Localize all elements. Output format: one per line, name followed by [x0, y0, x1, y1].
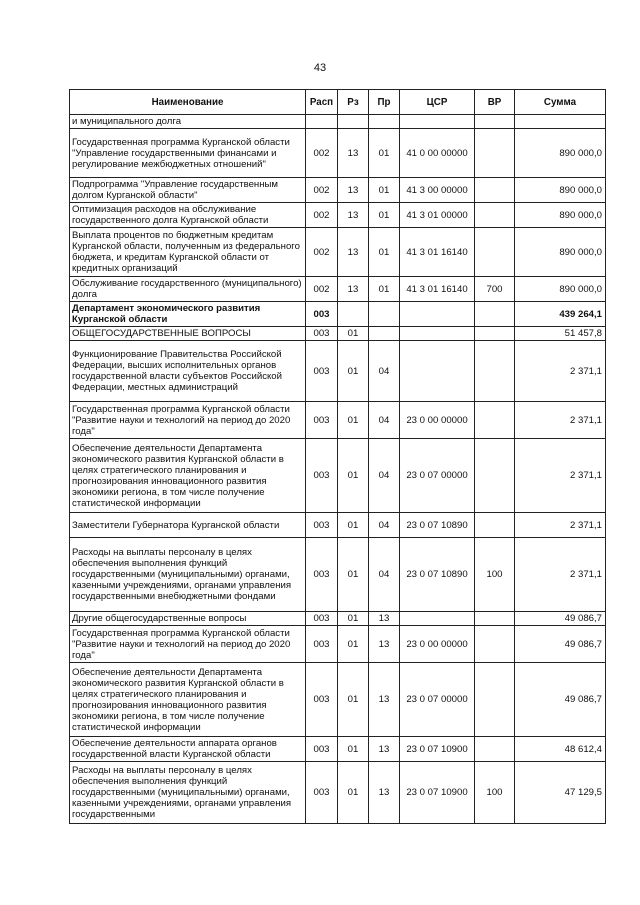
cell-csr [400, 612, 475, 626]
cell-vr: 100 [475, 538, 515, 612]
table-row [70, 513, 606, 538]
cell-pr: 13 [369, 762, 400, 824]
cell-sum: 49 086,7 [515, 626, 606, 663]
cell-sum: 2 371,1 [515, 513, 606, 538]
cell-pr: 13 [369, 737, 400, 762]
cell-rasp: 003 [306, 612, 338, 626]
cell-sum: 890 000,0 [515, 228, 606, 277]
table-row [70, 327, 606, 341]
cell-csr [400, 302, 475, 327]
cell-vr: 100 [475, 762, 515, 824]
cell-pr: 13 [369, 663, 400, 737]
cell-sum: 439 264,1 [515, 302, 606, 327]
cell-rz: 01 [338, 341, 369, 402]
cell-pr: 01 [369, 178, 400, 203]
cell-sum: 48 612,4 [515, 737, 606, 762]
cell-rasp: 002 [306, 178, 338, 203]
cell-pr: 04 [369, 341, 400, 402]
cell-rasp: 003 [306, 538, 338, 612]
table-header [70, 90, 606, 115]
cell-csr: 41 3 00 00000 [400, 178, 475, 203]
cell-vr [475, 228, 515, 277]
cell-csr [400, 327, 475, 341]
cell-name: Департамент экономического развития Курганской области [70, 302, 306, 327]
cell-pr: 13 [369, 612, 400, 626]
cell-csr: 23 0 00 00000 [400, 402, 475, 439]
table-row [70, 439, 606, 513]
table-body [70, 115, 606, 824]
cell-sum [515, 115, 606, 129]
cell-name: Государственная программа Курганской области "Развитие науки и технологий на период до 2020 года" [70, 626, 306, 663]
table-row [70, 538, 606, 612]
cell-pr [369, 327, 400, 341]
cell-rz: 13 [338, 228, 369, 277]
cell-csr [400, 341, 475, 402]
table-row [70, 663, 606, 737]
cell-pr: 01 [369, 277, 400, 302]
cell-csr: 41 3 01 00000 [400, 203, 475, 228]
table-row [70, 178, 606, 203]
header-name: Наименование [70, 90, 306, 115]
table-row [70, 203, 606, 228]
cell-rasp [306, 115, 338, 129]
cell-rz [338, 115, 369, 129]
cell-vr [475, 341, 515, 402]
cell-rz: 01 [338, 513, 369, 538]
cell-csr: 23 0 07 00000 [400, 439, 475, 513]
cell-sum: 890 000,0 [515, 178, 606, 203]
cell-rz: 13 [338, 129, 369, 178]
cell-csr: 23 0 07 10890 [400, 513, 475, 538]
cell-sum: 49 086,7 [515, 663, 606, 737]
cell-pr: 04 [369, 402, 400, 439]
cell-rasp: 003 [306, 402, 338, 439]
cell-rz: 01 [338, 762, 369, 824]
cell-vr [475, 626, 515, 663]
table-row [70, 612, 606, 626]
table-row [70, 228, 606, 277]
cell-sum: 51 457,8 [515, 327, 606, 341]
cell-csr [400, 115, 475, 129]
cell-rasp: 002 [306, 203, 338, 228]
header-row [70, 90, 606, 115]
cell-rasp: 003 [306, 626, 338, 663]
cell-csr: 23 0 07 10900 [400, 762, 475, 824]
cell-vr: 700 [475, 277, 515, 302]
cell-vr [475, 115, 515, 129]
table-row [70, 302, 606, 327]
cell-vr [475, 402, 515, 439]
cell-sum: 47 129,5 [515, 762, 606, 824]
cell-sum: 890 000,0 [515, 129, 606, 178]
table-row [70, 341, 606, 402]
cell-pr: 01 [369, 129, 400, 178]
cell-name: Другие общегосударственные вопросы [70, 612, 306, 626]
cell-name: Заместители Губернатора Курганской области [70, 513, 306, 538]
table-row [70, 737, 606, 762]
cell-rz: 01 [338, 402, 369, 439]
cell-rz: 13 [338, 203, 369, 228]
cell-vr [475, 513, 515, 538]
cell-name: Подпрограмма "Управление государственным долгом Курганской области" [70, 178, 306, 203]
cell-csr: 41 0 00 00000 [400, 129, 475, 178]
cell-rasp: 003 [306, 439, 338, 513]
cell-vr [475, 663, 515, 737]
page-number: 43 [313, 62, 327, 74]
cell-csr: 23 0 00 00000 [400, 626, 475, 663]
cell-csr: 41 3 01 16140 [400, 228, 475, 277]
cell-name: Обеспечение деятельности Департамента экономического развития Курганской области в целях стратегического планирования и прогнозирования инновационного развития экономики региона, в том числе получение статистической информации [70, 663, 306, 737]
cell-sum: 890 000,0 [515, 277, 606, 302]
cell-sum: 49 086,7 [515, 612, 606, 626]
header-vr: ВР [475, 90, 515, 115]
cell-vr [475, 178, 515, 203]
header-sum: Сумма [515, 90, 606, 115]
cell-name: ОБЩЕГОСУДАРСТВЕННЫЕ ВОПРОСЫ [70, 327, 306, 341]
cell-name: Государственная программа Курганской области "Управление государственными финансами и регулирование межбюджетных отношений" [70, 129, 306, 178]
cell-rz [338, 302, 369, 327]
cell-vr [475, 612, 515, 626]
cell-rz: 13 [338, 277, 369, 302]
cell-rz: 01 [338, 612, 369, 626]
cell-rasp: 002 [306, 129, 338, 178]
table-row [70, 762, 606, 824]
cell-rasp: 003 [306, 327, 338, 341]
cell-vr [475, 129, 515, 178]
cell-pr: 01 [369, 203, 400, 228]
cell-rasp: 002 [306, 228, 338, 277]
cell-csr: 23 0 07 10900 [400, 737, 475, 762]
cell-csr: 23 0 07 00000 [400, 663, 475, 737]
cell-vr [475, 737, 515, 762]
cell-name: Функционирование Правительства Российской Федерации, высших исполнительных органов государственной власти субъектов Российской Федерации, местных администраций [70, 341, 306, 402]
header-rz: Рз [338, 90, 369, 115]
cell-rasp: 003 [306, 513, 338, 538]
cell-name: Обеспечение деятельности аппарата органов государственной власти Курганской области [70, 737, 306, 762]
cell-rasp: 002 [306, 277, 338, 302]
budget-table [69, 89, 606, 824]
cell-name: и муниципального долга [70, 115, 306, 129]
cell-pr: 04 [369, 513, 400, 538]
header-csr: ЦСР [400, 90, 475, 115]
cell-rz: 01 [338, 439, 369, 513]
cell-rz: 13 [338, 178, 369, 203]
cell-sum: 2 371,1 [515, 402, 606, 439]
cell-name: Оптимизация расходов на обслуживание государственного долга Курганской области [70, 203, 306, 228]
cell-pr [369, 115, 400, 129]
cell-vr [475, 439, 515, 513]
cell-rz: 01 [338, 538, 369, 612]
cell-rz: 01 [338, 327, 369, 341]
cell-sum: 2 371,1 [515, 538, 606, 612]
cell-csr: 41 3 01 16140 [400, 277, 475, 302]
cell-rz: 01 [338, 737, 369, 762]
table-row [70, 402, 606, 439]
cell-pr: 04 [369, 439, 400, 513]
cell-rz: 01 [338, 626, 369, 663]
header-rasp: Расп [306, 90, 338, 115]
cell-rasp: 003 [306, 737, 338, 762]
header-pr: Пр [369, 90, 400, 115]
cell-rasp: 003 [306, 302, 338, 327]
cell-name: Обеспечение деятельности Департамента экономического развития Курганской области в целях стратегического планирования и прогнозирования инновационного развития экономики региона, в том числе получение статистической информации [70, 439, 306, 513]
cell-vr [475, 302, 515, 327]
cell-sum: 2 371,1 [515, 341, 606, 402]
cell-name: Выплата процентов по бюджетным кредитам Курганской области, полученным из федерального бюджета, и кредитам Курганской области от кредитных организаций [70, 228, 306, 277]
table-row [70, 129, 606, 178]
cell-sum: 890 000,0 [515, 203, 606, 228]
cell-sum: 2 371,1 [515, 439, 606, 513]
cell-pr: 04 [369, 538, 400, 612]
cell-rasp: 003 [306, 663, 338, 737]
cell-name: Расходы на выплаты персоналу в целях обеспечения выполнения функций государственными (муниципальными) органами, казенными учреждениями, органами управления государственными [70, 762, 306, 824]
cell-pr [369, 302, 400, 327]
table-row [70, 626, 606, 663]
table-row [70, 277, 606, 302]
cell-rz: 01 [338, 663, 369, 737]
cell-vr [475, 327, 515, 341]
table-row [70, 115, 606, 129]
cell-vr [475, 203, 515, 228]
cell-name: Государственная программа Курганской области "Развитие науки и технологий на период до 2020 года" [70, 402, 306, 439]
cell-rasp: 003 [306, 341, 338, 402]
cell-name: Расходы на выплаты персоналу в целях обеспечения выполнения функций государственными (муниципальными) органами, казенными учреждениями, органами управления государственными внебюджетными фондами [70, 538, 306, 612]
cell-pr: 13 [369, 626, 400, 663]
cell-rasp: 003 [306, 762, 338, 824]
cell-pr: 01 [369, 228, 400, 277]
cell-name: Обслуживание государственного (муниципального) долга [70, 277, 306, 302]
cell-csr: 23 0 07 10890 [400, 538, 475, 612]
